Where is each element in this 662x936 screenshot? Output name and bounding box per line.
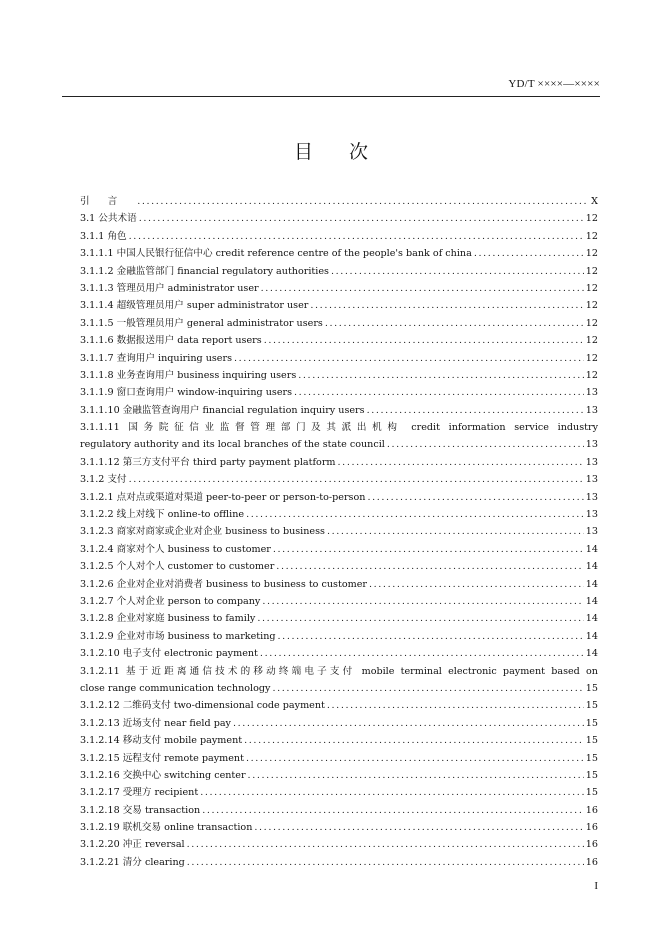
dot-leader: [233, 718, 584, 729]
toc-entry[interactable]: [80, 489, 598, 506]
toc-entry-title: 3.1.1.7 查询用户 inquiring users: [80, 352, 232, 364]
toc-entry-title: 3.1.2.10 电子支付 electronic payment: [80, 648, 258, 660]
header-rule: [62, 96, 600, 97]
toc-entry[interactable]: [80, 854, 598, 871]
dot-leader: [338, 457, 584, 468]
dot-leader: [310, 300, 583, 311]
toc-entry[interactable]: [80, 663, 598, 698]
dot-leader: [257, 613, 583, 624]
toc-entry-page: 14: [585, 543, 598, 555]
dot-leader: [294, 387, 584, 398]
toc-entry[interactable]: [80, 541, 598, 558]
toc-entry-page: 13: [585, 404, 598, 416]
dot-leader: [369, 579, 584, 590]
toc-entry-title: 3.1.1 角色: [80, 230, 127, 242]
toc-entry[interactable]: [80, 750, 598, 767]
toc-entry-page: 12: [585, 335, 598, 347]
toc-entry-title-continued: regulatory authority and its local branches of the state council: [80, 439, 385, 451]
toc-entry-page: 15: [585, 752, 598, 764]
toc-entry-page: 12: [585, 230, 598, 242]
dot-leader: [264, 335, 584, 346]
toc-entry-title: 3.1.1.2 金融监管部门 financial regulatory authorities: [80, 265, 329, 277]
toc-entry-title: 3.1.1.4 超级管理员用户 super administrator user: [80, 300, 309, 312]
toc-entry-page: 15: [585, 787, 598, 799]
toc-entry[interactable]: [80, 802, 598, 819]
toc-entry-title: 3.1.1.11 国务院征信业监督管理部门及其派出机构 credit information service industry: [80, 422, 598, 434]
table-of-contents: [80, 193, 598, 871]
toc-entry-page: 13: [585, 526, 598, 538]
toc-entry-title: 3.1.2.19 联机交易 online transaction: [80, 822, 253, 834]
toc-entry-page: 12: [585, 317, 598, 329]
toc-entry[interactable]: [80, 245, 598, 262]
dot-leader: [276, 561, 583, 572]
dot-leader: [273, 544, 584, 555]
toc-entry[interactable]: [80, 297, 598, 314]
toc-entry-page: 16: [585, 839, 598, 851]
dot-leader: [387, 436, 584, 453]
toc-entry[interactable]: [80, 402, 598, 419]
toc-entry-title: 3.1.2.16 交换中心 switching center: [80, 769, 246, 781]
toc-entry[interactable]: [80, 454, 598, 471]
toc-entry-page: 14: [585, 561, 598, 573]
toc-entry[interactable]: [80, 193, 598, 210]
dot-leader: [327, 700, 584, 711]
toc-entry[interactable]: [80, 628, 598, 645]
dot-leader: [331, 266, 584, 277]
toc-entry[interactable]: [80, 819, 598, 836]
toc-entry-page: 14: [585, 596, 598, 607]
toc-entry-page: 13: [585, 387, 598, 399]
dot-leader: [202, 805, 584, 816]
dot-leader: [139, 213, 584, 224]
toc-entry-title: 3.1.1.10 金融监管查询用户 financial regulation inquiry users: [80, 404, 365, 416]
toc-entry-title: 3.1.2.20 冲正 reversal: [80, 839, 185, 851]
toc-entry-title: 3.1.2.18 交易 transaction: [80, 804, 201, 816]
toc-entry-page: 16: [585, 822, 598, 834]
dot-leader: [187, 857, 584, 868]
toc-entry-title: 3.1 公共术语: [80, 213, 137, 225]
standard-number: YD/T ××××—××××: [508, 78, 600, 90]
toc-entry[interactable]: [80, 506, 598, 523]
toc-entry-title: 3.1.2.1 点对点或渠道对渠道 peer-to-peer or person-to-person: [80, 491, 366, 503]
toc-entry-page: 15: [585, 735, 598, 747]
dot-leader: [244, 735, 584, 746]
dot-leader: [137, 196, 589, 207]
toc-entry-page: X: [591, 196, 598, 207]
toc-entry-title: 3.1.1.12 第三方支付平台 third party payment platform: [80, 456, 336, 468]
toc-entry[interactable]: [80, 732, 598, 749]
toc-entry-title: 3.1.2.15 远程支付 remote payment: [80, 752, 244, 764]
toc-entry[interactable]: [80, 576, 598, 593]
dot-leader: [234, 353, 584, 364]
toc-entry-page: 14: [585, 613, 598, 625]
toc-entry-title: 3.1.2.4 商家对个人 business to customer: [80, 543, 271, 555]
toc-entry-title-continued: close range communication technology: [80, 682, 271, 694]
toc-entry[interactable]: [80, 558, 598, 575]
dot-leader: [187, 839, 584, 850]
dot-leader: [246, 753, 584, 764]
dot-leader: [278, 631, 584, 642]
toc-entry[interactable]: [80, 332, 598, 349]
toc-entry[interactable]: [80, 419, 598, 454]
dot-leader: [262, 596, 583, 607]
toc-entry-page: 14: [585, 578, 598, 590]
toc-entry[interactable]: [80, 210, 598, 227]
toc-entry-title: 3.1.2.8 企业对家庭 business to family: [80, 613, 256, 625]
dot-leader: [367, 405, 584, 416]
toc-entry-title: 3.1.1.5 一般管理员用户 general administrator users: [80, 317, 323, 329]
toc-entry-page: 13: [585, 456, 598, 468]
toc-entry[interactable]: [80, 593, 598, 610]
toc-entry[interactable]: [80, 315, 598, 332]
dot-leader: [248, 770, 584, 781]
dot-leader: [474, 248, 584, 259]
toc-entry-title: 3.1.2.14 移动支付 mobile payment: [80, 735, 243, 747]
toc-entry-title: 3.1.2.9 企业对市场 business to marketing: [80, 630, 276, 642]
toc-entry-page: 12: [585, 282, 598, 294]
toc-entry-page: 13: [585, 509, 598, 521]
page-title: 目次: [293, 141, 404, 163]
toc-entry-page: 15: [585, 717, 598, 729]
toc-entry-page: 15: [585, 682, 598, 694]
toc-entry-page: 16: [585, 856, 598, 868]
dot-leader: [246, 509, 584, 520]
toc-entry-title: 3.1.2.13 近场支付 near field pay: [80, 717, 231, 729]
toc-entry[interactable]: [80, 697, 598, 714]
toc-entry[interactable]: [80, 523, 598, 540]
toc-entry[interactable]: [80, 471, 598, 488]
toc-entry-page: 16: [585, 804, 598, 816]
dot-leader: [261, 283, 584, 294]
toc-entry-title: 3.1.1.1 中国人民银行征信中心 credit reference centre of the people's bank of china: [80, 248, 472, 260]
toc-entry[interactable]: [80, 767, 598, 784]
toc-entry-title: 3.1.2 支付: [80, 474, 127, 486]
toc-entry-title: 3.1.2.6 企业对企业对消费者 business to business to customer: [80, 578, 367, 590]
dot-leader: [129, 231, 584, 242]
toc-entry-title: 3.1.2.11 基于近距离通信技术的移动终端电子支付 mobile terminal electronic payment based on: [80, 665, 598, 677]
toc-entry-title: 3.1.2.5 个人对个人 customer to customer: [80, 561, 275, 573]
dot-leader: [325, 318, 584, 329]
toc-entry-title: 3.1.2.21 清分 clearing: [80, 856, 185, 868]
toc-entry-title: 3.1.1.9 窗口查询用户 window-inquiring users: [80, 387, 293, 399]
toc-entry-page: 15: [585, 700, 598, 712]
toc-entry-page: 13: [585, 491, 598, 503]
dot-leader: [298, 370, 584, 381]
toc-entry-title: 3.1.2.2 线上对线下 online-to offline: [80, 509, 245, 521]
dot-leader: [272, 680, 583, 697]
toc-entry-page: 12: [585, 213, 598, 225]
toc-entry-title: 3.1.2.3 商家对商家或企业对企业 business to business: [80, 526, 325, 538]
dot-leader: [260, 648, 584, 659]
toc-entry-title: 3.1.2.12 二维码支付 two-dimensional code payment: [80, 700, 325, 712]
toc-entry-title: 引言: [80, 196, 136, 207]
toc-entry-page: 12: [585, 248, 598, 260]
toc-entry[interactable]: [80, 836, 598, 853]
toc-entry[interactable]: [80, 784, 598, 801]
toc-entry-page: 14: [585, 648, 598, 660]
dot-leader: [129, 474, 584, 485]
toc-entry-title: 3.1.1.6 数据报送用户 data report users: [80, 335, 262, 347]
toc-entry-page: 12: [585, 265, 598, 277]
toc-entry[interactable]: [80, 280, 598, 297]
toc-entry-page: 13: [585, 439, 598, 451]
toc-entry-title: 3.1.1.3 管理员用户 administrator user: [80, 282, 259, 294]
toc-entry[interactable]: [80, 715, 598, 732]
page-number: I: [594, 880, 598, 892]
toc-entry-title: 3.1.2.17 受理方 recipient: [80, 787, 199, 799]
toc-entry-page: 14: [585, 630, 598, 642]
toc-entry[interactable]: [80, 610, 598, 627]
toc-entry-page: 12: [585, 352, 598, 364]
toc-entry[interactable]: [80, 263, 598, 280]
dot-leader: [200, 787, 584, 798]
toc-entry-page: 15: [585, 769, 598, 781]
toc-entry[interactable]: [80, 367, 598, 384]
toc-entry[interactable]: [80, 350, 598, 367]
toc-entry[interactable]: [80, 384, 598, 401]
toc-entry-page: 12: [585, 300, 598, 312]
toc-entry-title: 3.1.1.8 业务查询用户 business inquiring users: [80, 369, 297, 381]
dot-leader: [254, 822, 583, 833]
toc-entry[interactable]: [80, 228, 598, 245]
dot-leader: [327, 526, 584, 537]
toc-entry[interactable]: [80, 645, 598, 662]
toc-entry-page: 12: [585, 369, 598, 381]
toc-entry-title: 3.1.2.7 个人对企业 person to company: [80, 596, 261, 607]
toc-entry-page: 13: [585, 474, 598, 486]
dot-leader: [367, 492, 583, 503]
